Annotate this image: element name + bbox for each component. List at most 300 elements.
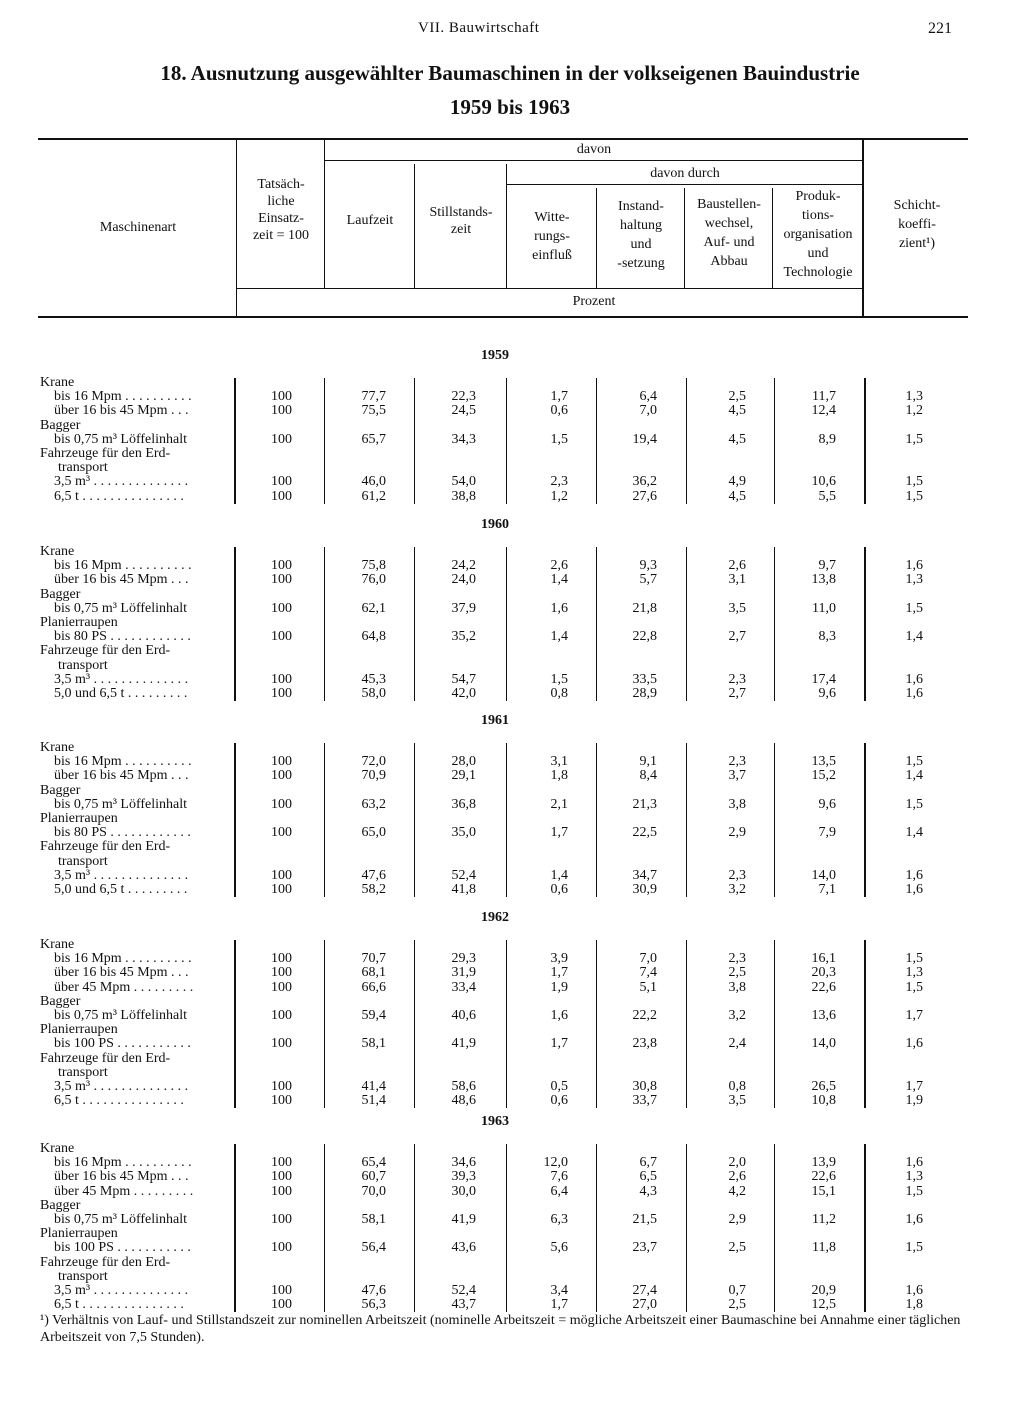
table-cell: 100 bbox=[271, 754, 292, 770]
table-cell: 1,6 bbox=[905, 1155, 923, 1171]
column-rule bbox=[864, 378, 866, 504]
table-cell: 1,6 bbox=[905, 1212, 923, 1227]
table-cell: 4,2 bbox=[728, 1183, 746, 1199]
table-cell: 21,8 bbox=[632, 600, 657, 616]
table-cell: 1,4 bbox=[550, 572, 568, 588]
table-cell: 65,0 bbox=[361, 825, 386, 841]
table-cell: 1,5 bbox=[905, 1240, 923, 1256]
table-cell: 0,6 bbox=[550, 403, 568, 419]
row-label: 6,5 t . . . . . . . . . . . . . . . bbox=[54, 1093, 184, 1109]
table-cell: 8,3 bbox=[818, 629, 836, 645]
table-cell: 2,3 bbox=[728, 867, 746, 883]
table-cell: 6,3 bbox=[550, 1212, 568, 1227]
table-cell: 1,6 bbox=[905, 686, 923, 701]
row-label: 5,0 und 6,5 t . . . . . . . . . bbox=[54, 686, 188, 701]
header-prozent: Prozent bbox=[572, 294, 616, 309]
table-cell: 58,0 bbox=[361, 686, 386, 701]
table-cell: 64,8 bbox=[361, 629, 386, 645]
table-cell: 4,5 bbox=[728, 488, 746, 504]
column-rule bbox=[414, 378, 415, 504]
row-label: bis 80 PS . . . . . . . . . . . . bbox=[54, 825, 191, 841]
column-rule bbox=[596, 378, 597, 504]
group-label: Bagger bbox=[40, 993, 81, 1009]
table-cell: 33,4 bbox=[451, 979, 476, 995]
table-cell: 100 bbox=[271, 1155, 292, 1171]
table-cell: 1,3 bbox=[905, 1169, 923, 1185]
header-davon-durch: davon durch bbox=[650, 166, 720, 181]
table-cell: 1,6 bbox=[550, 600, 568, 616]
table-cell: 34,6 bbox=[451, 1155, 476, 1171]
table-cell: 1,3 bbox=[905, 965, 923, 981]
row-label: 3,5 m³ . . . . . . . . . . . . . . bbox=[54, 1079, 189, 1094]
group-label: Krane bbox=[40, 375, 75, 390]
table-cell: 13,8 bbox=[811, 572, 836, 588]
table-cell: 35,2 bbox=[451, 629, 476, 645]
table-cell: 39,3 bbox=[451, 1169, 476, 1185]
row-label: über 45 Mpm . . . . . . . . . bbox=[54, 979, 194, 995]
header-laufzeit: Laufzeit bbox=[346, 213, 394, 228]
row-label: bis 16 Mpm . . . . . . . . . . bbox=[54, 389, 192, 405]
table-cell: 1,5 bbox=[905, 754, 923, 770]
row-label: bis 100 PS . . . . . . . . . . . bbox=[54, 1036, 191, 1052]
table-cell: 4,9 bbox=[728, 474, 746, 490]
table-cell: 100 bbox=[271, 558, 292, 574]
table-cell: 54,7 bbox=[451, 671, 476, 687]
table-cell: 31,9 bbox=[451, 965, 476, 981]
table-cell: 1,4 bbox=[905, 629, 923, 645]
column-rule bbox=[774, 378, 775, 504]
column-rule bbox=[506, 743, 507, 897]
table-cell: 11,8 bbox=[812, 1240, 836, 1256]
table-cell: 22,6 bbox=[811, 979, 836, 995]
column-rule bbox=[506, 1144, 507, 1312]
table-cell: 58,6 bbox=[451, 1079, 476, 1094]
table-cell: 1,8 bbox=[905, 1297, 923, 1313]
column-rule bbox=[234, 1144, 236, 1312]
footnote: ¹) Verhältnis von Lauf- und Stillstandszeit zur nominellen Arbeitszeit (nominelle Arbeitszeit = mögliche Arbeitszeit einer Baumaschine bei Annahme einer täglichen Arbeitszeit von 7,5 Stunden). bbox=[40, 1313, 961, 1345]
table-cell: 76,0 bbox=[361, 572, 386, 588]
table-cell: 1,7 bbox=[550, 1297, 568, 1313]
table-cell: 41,8 bbox=[451, 882, 476, 897]
table-cell: 14,0 bbox=[811, 1036, 836, 1052]
group-label: Krane bbox=[40, 544, 75, 559]
table-cell: 5,1 bbox=[639, 979, 657, 995]
table-cell: 2,6 bbox=[728, 558, 746, 574]
table-cell: 22,3 bbox=[451, 389, 476, 405]
column-rule bbox=[686, 547, 687, 701]
table-cell: 1,5 bbox=[905, 979, 923, 995]
table-cell: 2,5 bbox=[728, 965, 746, 981]
table-cell: 21,3 bbox=[632, 796, 657, 812]
table-cell: 34,3 bbox=[451, 431, 476, 447]
table-cell: 52,4 bbox=[451, 1283, 476, 1298]
table-cell: 1,7 bbox=[905, 1079, 923, 1094]
table-cell: 100 bbox=[271, 1183, 292, 1199]
table-cell: 58,1 bbox=[361, 1212, 386, 1227]
table-cell: 77,7 bbox=[361, 389, 386, 405]
table-cell: 100 bbox=[271, 431, 292, 447]
table-cell: 1,5 bbox=[905, 431, 923, 447]
table-cell: 0,5 bbox=[550, 1079, 568, 1094]
table-cell: 100 bbox=[271, 389, 292, 405]
table-cell: 48,6 bbox=[451, 1093, 476, 1109]
table-cell: 1,5 bbox=[905, 796, 923, 812]
table-cell: 52,4 bbox=[451, 867, 476, 883]
group-label: Fahrzeuge für den Erd- bbox=[40, 1050, 171, 1066]
table-cell: 43,6 bbox=[451, 1240, 476, 1256]
table-cell: 100 bbox=[271, 686, 292, 701]
group-label: Krane bbox=[40, 937, 75, 952]
table-cell: 1,4 bbox=[905, 768, 923, 784]
table-cell: 1,7 bbox=[550, 965, 568, 981]
column-rule bbox=[686, 743, 687, 897]
table-cell: 12,4 bbox=[811, 403, 836, 419]
column-rule bbox=[324, 940, 325, 1108]
table-cell: 12,5 bbox=[811, 1297, 836, 1313]
table-cell: 30,8 bbox=[632, 1079, 657, 1094]
table-cell: 1,6 bbox=[550, 1008, 568, 1023]
table-cell: 2,6 bbox=[550, 558, 568, 574]
table-cell: 100 bbox=[271, 951, 292, 967]
table-cell: 1,5 bbox=[905, 600, 923, 616]
table-cell: 27,6 bbox=[632, 488, 657, 504]
table-cell: 26,5 bbox=[811, 1079, 836, 1094]
table-cell: 35,0 bbox=[451, 825, 476, 841]
column-rule bbox=[864, 547, 866, 701]
table-cell: 2,7 bbox=[728, 629, 746, 645]
group-label: transport bbox=[58, 460, 108, 476]
table-cell: 1,6 bbox=[905, 882, 923, 897]
group-label: Planierraupen bbox=[40, 615, 118, 630]
table-cell: 2,5 bbox=[728, 1297, 746, 1313]
table-cell: 41,9 bbox=[451, 1036, 476, 1052]
year-heading: 1961 bbox=[481, 713, 509, 728]
table-cell: 58,2 bbox=[361, 882, 386, 897]
table-cell: 68,1 bbox=[361, 965, 386, 981]
column-rule bbox=[234, 940, 236, 1108]
column-rule bbox=[324, 743, 325, 897]
table-cell: 1,8 bbox=[550, 768, 568, 784]
table-cell: 1,5 bbox=[905, 1183, 923, 1199]
column-rule bbox=[414, 743, 415, 897]
table-cell: 45,3 bbox=[361, 671, 386, 687]
header-schichtkoeffizient: Schicht- koeffi- zient¹) bbox=[893, 198, 941, 251]
table-cell: 5,7 bbox=[639, 572, 657, 588]
table-cell: 7,9 bbox=[818, 825, 836, 841]
table-cell: 1,9 bbox=[905, 1093, 923, 1109]
table-cell: 100 bbox=[271, 1008, 292, 1023]
table-cell: 3,7 bbox=[728, 768, 746, 784]
row-label: 6,5 t . . . . . . . . . . . . . . . bbox=[54, 1297, 184, 1313]
table-cell: 4,5 bbox=[728, 403, 746, 419]
table-cell: 27,0 bbox=[632, 1297, 657, 1313]
column-rule bbox=[324, 1144, 325, 1312]
table-cell: 100 bbox=[271, 488, 292, 504]
header-produktionsorganisation: Produk- tions- organisation und Technologie bbox=[783, 189, 853, 280]
table-cell: 3,2 bbox=[728, 882, 746, 897]
table-cell: 4,3 bbox=[639, 1183, 657, 1199]
table-cell: 27,4 bbox=[632, 1283, 657, 1298]
table-cell: 51,4 bbox=[361, 1093, 386, 1109]
table-cell: 41,4 bbox=[361, 1079, 386, 1094]
table-cell: 1,3 bbox=[905, 389, 923, 405]
year-heading: 1962 bbox=[481, 910, 509, 925]
header-stillstandszeit: Stillstands- zeit bbox=[429, 205, 493, 237]
running-head-title: VII. Bauwirtschaft bbox=[418, 20, 540, 36]
table-cell: 1,5 bbox=[550, 431, 568, 447]
table-cell: 24,0 bbox=[451, 572, 476, 588]
table-cell: 70,0 bbox=[361, 1183, 386, 1199]
table-cell: 1,4 bbox=[905, 825, 923, 841]
table-cell: 7,4 bbox=[639, 965, 657, 981]
table-cell: 3,8 bbox=[728, 979, 746, 995]
table-title: 18. Ausnutzung ausgewählter Baumaschinen in der volkseigenen Bauindustrie bbox=[160, 61, 860, 85]
table-cell: 41,9 bbox=[451, 1212, 476, 1227]
table-cell: 0,6 bbox=[550, 1093, 568, 1109]
table-cell: 100 bbox=[271, 629, 292, 645]
table-cell: 61,2 bbox=[361, 488, 386, 504]
table-cell: 100 bbox=[271, 768, 292, 784]
column-rule bbox=[596, 940, 597, 1108]
group-label: Fahrzeuge für den Erd- bbox=[40, 1254, 171, 1270]
table-cell: 100 bbox=[271, 671, 292, 687]
table-cell: 19,4 bbox=[632, 431, 657, 447]
group-label: Planierraupen bbox=[40, 811, 118, 826]
table-cell: 62,1 bbox=[361, 600, 386, 616]
table-cell: 1,5 bbox=[550, 671, 568, 687]
table-cell: 100 bbox=[271, 1283, 292, 1298]
table-cell: 29,3 bbox=[451, 951, 476, 967]
group-label: Bagger bbox=[40, 586, 81, 602]
table-cell: 2,7 bbox=[728, 686, 746, 701]
header-davon: davon bbox=[576, 142, 612, 157]
table-cell: 11,2 bbox=[812, 1212, 836, 1227]
table-cell: 100 bbox=[271, 1036, 292, 1052]
table-cell: 58,1 bbox=[361, 1036, 386, 1052]
table-cell: 56,3 bbox=[361, 1297, 386, 1313]
table-cell: 17,4 bbox=[811, 671, 836, 687]
table-cell: 23,8 bbox=[632, 1036, 657, 1052]
group-label: Bagger bbox=[40, 1197, 81, 1213]
table-cell: 6,7 bbox=[639, 1155, 657, 1171]
row-label: 6,5 t . . . . . . . . . . . . . . . bbox=[54, 488, 184, 504]
row-label: bis 100 PS . . . . . . . . . . . bbox=[54, 1240, 191, 1256]
table-cell: 1,5 bbox=[905, 951, 923, 967]
year-heading: 1959 bbox=[481, 348, 509, 363]
table-cell: 20,3 bbox=[811, 965, 836, 981]
table-cell: 11,7 bbox=[812, 389, 836, 405]
header-baustellenwechsel: Baustellen- wechsel, Auf- und Abbau bbox=[697, 197, 761, 269]
column-rule bbox=[774, 547, 775, 701]
row-label: über 16 bis 45 Mpm . . . bbox=[54, 965, 189, 981]
table-cell: 6,4 bbox=[639, 389, 657, 405]
table-cell: 100 bbox=[271, 1297, 292, 1313]
table-cell: 66,6 bbox=[361, 979, 386, 995]
table-cell: 15,1 bbox=[811, 1183, 836, 1199]
table-cell: 100 bbox=[271, 979, 292, 995]
table-cell: 38,8 bbox=[451, 488, 476, 504]
table-cell: 3,1 bbox=[728, 572, 746, 588]
group-label: Bagger bbox=[40, 782, 81, 798]
table-cell: 60,7 bbox=[361, 1169, 386, 1185]
row-label: bis 0,75 m³ Löffelinhalt bbox=[54, 1008, 188, 1023]
table-cell: 10,6 bbox=[811, 474, 836, 490]
table-cell: 12,0 bbox=[543, 1155, 568, 1171]
group-label: Krane bbox=[40, 740, 75, 755]
table-cell: 3,9 bbox=[550, 951, 568, 967]
table-cell: 1,9 bbox=[550, 979, 568, 995]
row-label: bis 16 Mpm . . . . . . . . . . bbox=[54, 754, 192, 770]
table-cell: 1,6 bbox=[905, 1283, 923, 1298]
table-cell: 14,0 bbox=[811, 867, 836, 883]
row-label: 5,0 und 6,5 t . . . . . . . . . bbox=[54, 882, 188, 897]
table-cell: 2,5 bbox=[728, 389, 746, 405]
table-cell: 3,5 bbox=[728, 600, 746, 616]
header-maschinenart: Maschinenart bbox=[99, 220, 177, 235]
table-cell: 3,1 bbox=[550, 754, 568, 770]
column-rule bbox=[234, 547, 236, 701]
table-cell: 2,3 bbox=[728, 951, 746, 967]
column-rule bbox=[686, 378, 687, 504]
table-cell: 24,2 bbox=[451, 558, 476, 574]
table-cell: 9,1 bbox=[639, 754, 657, 770]
column-rule bbox=[774, 743, 775, 897]
table-cell: 63,2 bbox=[361, 796, 386, 812]
table-cell: 65,7 bbox=[361, 431, 386, 447]
column-rule bbox=[774, 1144, 775, 1312]
table-cell: 22,6 bbox=[811, 1169, 836, 1185]
column-rule bbox=[864, 1144, 866, 1312]
table-cell: 29,1 bbox=[451, 768, 476, 784]
column-rule bbox=[506, 940, 507, 1108]
year-heading: 1963 bbox=[481, 1114, 509, 1129]
table-cell: 1,4 bbox=[550, 629, 568, 645]
group-label: Fahrzeuge für den Erd- bbox=[40, 839, 171, 855]
row-label: über 45 Mpm . . . . . . . . . bbox=[54, 1183, 194, 1199]
column-rule bbox=[686, 940, 687, 1108]
table-cell: 75,5 bbox=[361, 403, 386, 419]
table-cell: 2,4 bbox=[728, 1036, 746, 1052]
table-cell: 4,5 bbox=[728, 431, 746, 447]
table-cell: 30,9 bbox=[632, 882, 657, 897]
table-cell: 13,5 bbox=[811, 754, 836, 770]
row-label: bis 0,75 m³ Löffelinhalt bbox=[54, 600, 188, 616]
table-cell: 75,8 bbox=[361, 558, 386, 574]
table-cell: 22,2 bbox=[632, 1008, 657, 1023]
table-cell: 47,6 bbox=[361, 1283, 386, 1298]
table-cell: 3,2 bbox=[728, 1008, 746, 1023]
column-rule bbox=[864, 743, 866, 897]
table-cell: 1,2 bbox=[550, 488, 568, 504]
table-cell: 9,6 bbox=[818, 796, 836, 812]
table-cell: 2,1 bbox=[550, 796, 568, 812]
table-cell: 7,1 bbox=[818, 882, 836, 897]
table-cell: 100 bbox=[271, 1169, 292, 1185]
group-label: Krane bbox=[40, 1141, 75, 1156]
table-cell: 3,4 bbox=[550, 1283, 568, 1298]
row-label: über 16 bis 45 Mpm . . . bbox=[54, 1169, 189, 1185]
group-label: Planierraupen bbox=[40, 1226, 118, 1242]
table-cell: 33,7 bbox=[632, 1093, 657, 1109]
table-cell: 24,5 bbox=[451, 403, 476, 419]
table-cell: 8,9 bbox=[818, 431, 836, 447]
table-cell: 7,6 bbox=[550, 1169, 568, 1185]
group-label: Fahrzeuge für den Erd- bbox=[40, 446, 171, 461]
table-cell: 42,0 bbox=[451, 686, 476, 701]
table-cell: 0,8 bbox=[550, 686, 568, 701]
table-cell: 7,0 bbox=[639, 403, 657, 419]
table-cell: 1,7 bbox=[550, 1036, 568, 1052]
table-cell: 56,4 bbox=[361, 1240, 386, 1256]
table-cell: 100 bbox=[271, 825, 292, 841]
table-cell: 1,6 bbox=[905, 671, 923, 687]
group-label: transport bbox=[58, 853, 108, 869]
row-label: über 16 bis 45 Mpm . . . bbox=[54, 403, 189, 419]
table-cell: 0,7 bbox=[728, 1283, 746, 1298]
table-cell: 1,7 bbox=[905, 1008, 923, 1023]
table-cell: 9,7 bbox=[818, 558, 836, 574]
table-cell: 16,1 bbox=[811, 951, 836, 967]
table-cell: 37,9 bbox=[451, 600, 476, 616]
column-rule bbox=[324, 378, 325, 504]
table-cell: 20,9 bbox=[811, 1283, 836, 1298]
row-label: über 16 bis 45 Mpm . . . bbox=[54, 572, 189, 588]
column-rule bbox=[596, 1144, 597, 1312]
column-rule bbox=[414, 940, 415, 1108]
table-cell: 28,9 bbox=[632, 686, 657, 701]
table-cell: 46,0 bbox=[361, 474, 386, 490]
table-cell: 0,8 bbox=[728, 1079, 746, 1094]
table-cell: 100 bbox=[271, 882, 292, 897]
table-cell: 30,0 bbox=[451, 1183, 476, 1199]
table-cell: 100 bbox=[271, 572, 292, 588]
table-cell: 11,0 bbox=[812, 600, 836, 616]
table-cell: 1,7 bbox=[550, 825, 568, 841]
table-cell: 34,7 bbox=[632, 867, 657, 883]
column-rule bbox=[686, 1144, 687, 1312]
table-cell: 70,7 bbox=[361, 951, 386, 967]
table-cell: 100 bbox=[271, 1240, 292, 1256]
row-label: bis 0,75 m³ Löffelinhalt bbox=[54, 796, 188, 812]
table-cell: 33,5 bbox=[632, 671, 657, 687]
row-label: bis 16 Mpm . . . . . . . . . . bbox=[54, 558, 192, 574]
table-cell: 2,3 bbox=[728, 754, 746, 770]
table-cell: 1,5 bbox=[905, 474, 923, 490]
table-cell: 2,3 bbox=[728, 671, 746, 687]
table-cell: 15,2 bbox=[811, 768, 836, 784]
year-heading: 1960 bbox=[481, 517, 509, 532]
header-witterung: Witte- rungs- einfluß bbox=[532, 210, 572, 263]
column-rule bbox=[506, 547, 507, 701]
column-rule bbox=[864, 940, 866, 1108]
column-rule bbox=[596, 743, 597, 897]
table-cell: 100 bbox=[271, 600, 292, 616]
table-cell: 100 bbox=[271, 796, 292, 812]
group-label: Fahrzeuge für den Erd- bbox=[40, 643, 171, 659]
row-label: bis 0,75 m³ Löffelinhalt bbox=[54, 431, 188, 447]
row-label: bis 16 Mpm . . . . . . . . . . bbox=[54, 1155, 192, 1171]
column-rule bbox=[324, 547, 325, 701]
table-cell: 36,8 bbox=[451, 796, 476, 812]
column-rule bbox=[234, 378, 236, 504]
column-rule bbox=[506, 378, 507, 504]
column-rule bbox=[596, 547, 597, 701]
group-label: transport bbox=[58, 657, 108, 673]
table-cell: 13,9 bbox=[811, 1155, 836, 1171]
table-cell: 3,5 bbox=[728, 1093, 746, 1109]
table-cell: 100 bbox=[271, 474, 292, 490]
table-cell: 1,4 bbox=[550, 867, 568, 883]
